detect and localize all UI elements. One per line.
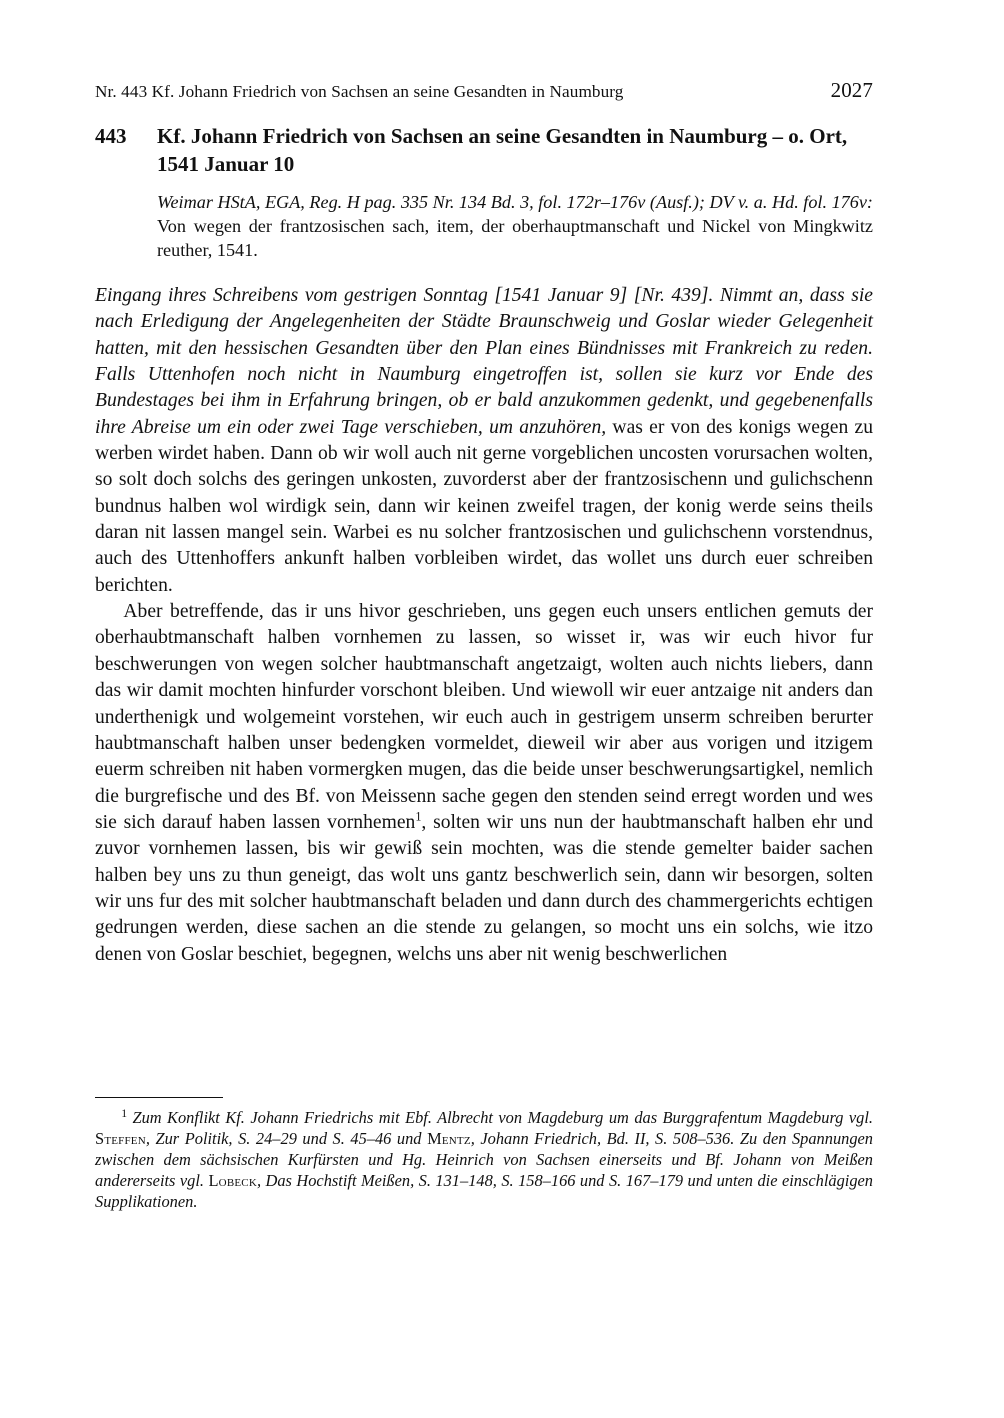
footnote-author-lobeck: Lobeck (208, 1171, 257, 1190)
document-heading (95, 122, 873, 179)
paragraph-1-source-text: was er von des konigs wegen zu werben wirdet haben. Dann ob wir woll auch nit gerne vorgeblichen uncosten vorursachen wolten, so solt doch solchs des geringen unkosten, zuvorderst aber der frantzosischenn und gulichschenn bundnus halben wol wirdigk sein, dann wir keinen zweifel tragen, der konig werde seins theils daran nit lassen mangel sein. Warbei es nu solcher frantzosischen und gulichschenn vorstendnus, auch des Uttenhoffers ankunft halben vorbleiben wirdet, das wollet uns durch euer schreiben berichten. (95, 416, 873, 596)
paragraph-2-text-before-note: Aber betreffende, das ir uns hivor geschrieben, uns gegen euch unsers entlichen gemuts der oberhaubtmanschaft halben vornhemen zu lassen, so wisset ir, was wir euch hivor fur beschwerungen von wegen solcher haubtmanschaft angetzaigt, wolten auch nichts liebers, dann das wir damit mochten hinfurder vorschont bleiben. Und wiewoll wir euer antzaige nit anders dan underthenigk und wolgemeint vorstehen, wir euch auch in gestrigem unserm schreiben berurter haubtmanschaft halben unser bedengken vormeldet, dieweil wir aber aus vorigen und itzigem euerm schreiben nit haben vormergken mugen, das die beide unser beschwerungsartigkel, nemlich die burgrefische und des Bf. von Meissenn sache gegen den stenden seind erregt worden und wes sie sich darauf haben lassen vornhemen (95, 601, 873, 833)
footnote-text-part-2: , Zur Politik, S. 24–29 und S. 45–46 und (145, 1129, 428, 1148)
footnote-separator-rule (95, 1097, 223, 1098)
document-number: 443 (95, 124, 127, 148)
dorsal-note: Von wegen der frantzosischen sach, item, der oberhauptmanschaft und Nickel von Mingkwitz reuther, 1541. (157, 216, 873, 261)
document-title: Kf. Johann Friedrich von Sachsen an seine Gesandten in Naumburg – o. Ort, 1541 Januar 10 (157, 124, 848, 177)
footnote-number: 1 (121, 1105, 128, 1120)
archival-signature: Weimar HStA, EGA, Reg. H pag. 335 Nr. 134 Bd. 3, fol. 172r–176v (Ausf.); DV v. a. Hd. fol. 176v: (157, 192, 873, 212)
document-body (95, 283, 873, 968)
regest-summary: Eingang ihres Schreibens vom gestrigen Sonntag [1541 Januar 9] [Nr. 439]. Nimmt an, dass sie nach Erledigung der Angelegenheiten der Städte Braunschweig und Goslar wieder Gelegenheit hatten, mit den hessischen Gesandten über den Plan eines Bündnisses mit Frankreich zu reden. Falls Uttenhofen noch nicht in Naumburg eingetroffen ist, sollen sie kurz vor Ende des Bundestages bei ihm in Erfahrung bringen, ob er bald anzukommen gedenkt, und gegebenenfalls ihre Abreise um ein oder zwei Tage verschieben, um anzuhören, (95, 285, 873, 438)
footnote-author-mentz: Mentz (427, 1129, 471, 1148)
running-head-title: Nr. 443 Kf. Johann Friedrich von Sachsen an seine Gesandten in Naumburg (95, 82, 624, 101)
footnote-text-part-3: , Johann Friedrich, Bd. II, S. 508–536. Zu den Spannungen zwischen dem sächsischen Kurfürsten und Hg. Heinrich von Sachsen einerseits und Bf. Johann von Meißen andererseits vgl. (95, 1129, 873, 1190)
footnote-1 (95, 1107, 873, 1212)
footnote-text-part-4: , Das Hochstift Meißen, S. 131–148, S. 158–166 und S. 167–179 und unten die einschlägigen Supplikationen. (95, 1171, 873, 1211)
source-reference (157, 190, 873, 263)
running-head (95, 78, 873, 103)
paragraph-2 (95, 599, 873, 968)
footnote-text-part-1: Zum Konflikt Kf. Johann Friedrichs mit Ebf. Albrecht von Magdeburg um das Burggrafentum Magdeburg vgl. (132, 1108, 873, 1127)
footnote-author-steffen: Steffen (95, 1129, 146, 1148)
paragraph-2-text-after-note: , solten wir uns nun der haubtmanschaft halben ehr und zuvor vornhemen lassen, bis wir gewiß sein mochten, was die stende gemelter baider sachen halben bey uns zu thun geneigt, das wolt uns gantz beschwerlich sein, dann wir besorgen, solten wir uns fur des mit solcher haubtmanschaft beladen und dann durch des chammergerichts echtigen gedrungen werden, diese sachen an die stende zu gelangen, so mocht uns ein solchs, wie itzo denen von Goslar beschiet, begegnen, welchs uns aber nit wenig beschwerlichen (95, 811, 873, 965)
footnote-reference-marker[interactable]: 1 (415, 809, 422, 824)
page-number: 2027 (830, 78, 873, 102)
footnote-area (95, 1097, 873, 1212)
paragraph-regest (95, 283, 873, 599)
